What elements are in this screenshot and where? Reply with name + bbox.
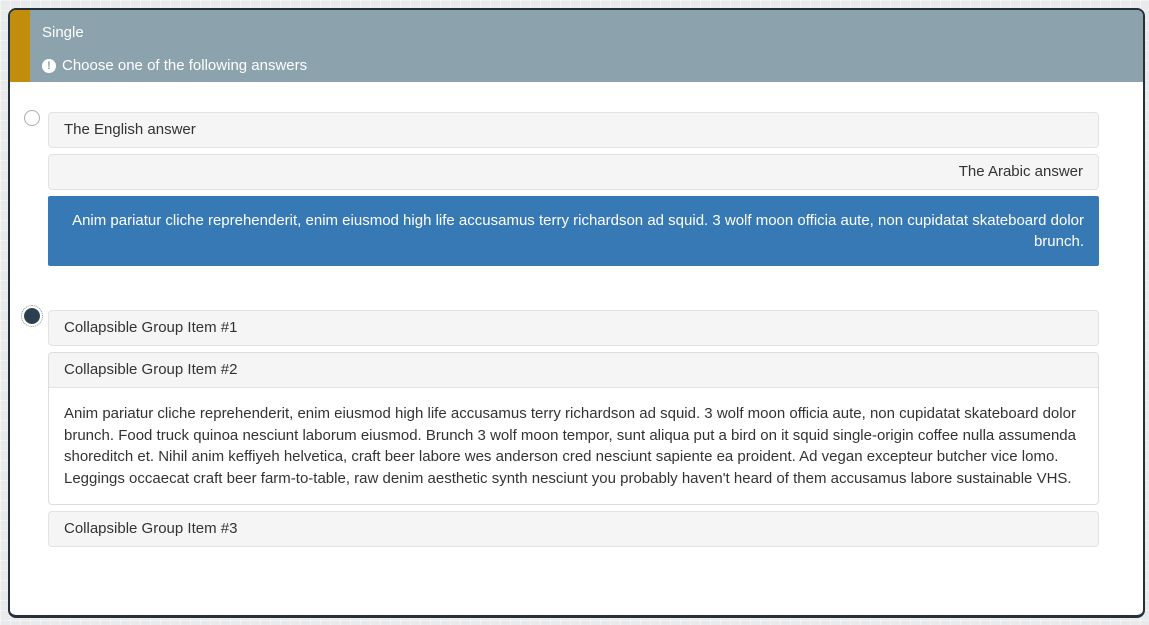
collapsible-group-item-2-heading[interactable]: Collapsible Group Item #2 xyxy=(49,353,1098,388)
question-title: Single xyxy=(42,24,84,41)
answer-radio-1[interactable] xyxy=(24,110,40,126)
collapsible-group-item-2 xyxy=(48,352,1099,505)
question-header-content xyxy=(30,10,319,82)
question-container xyxy=(8,8,1145,618)
question-accent-bar xyxy=(10,10,30,82)
panel-english-answer[interactable]: The English answer xyxy=(48,112,1099,148)
answer-option-1 xyxy=(22,112,1099,272)
question-header xyxy=(10,10,1143,82)
exclamation-circle-icon: ! xyxy=(42,59,56,73)
collapsible-group-item-1-heading[interactable]: Collapsible Group Item #1 xyxy=(48,310,1099,346)
panel-arabic-answer[interactable]: The Arabic answer xyxy=(48,154,1099,190)
answers-area xyxy=(10,82,1143,553)
answer-option-2 xyxy=(22,310,1099,553)
answer-content-1 xyxy=(48,112,1099,272)
answer-description-well: Anim pariatur cliche reprehenderit, enim eiusmod high life accusamus terry richardson ad squid. 3 wolf moon officia aute, non cupidatat skateboard dolor brunch. xyxy=(48,196,1099,266)
collapsible-group-item-2-body: Anim pariatur cliche reprehenderit, enim eiusmod high life accusamus terry richardson ad squid. 3 wolf moon officia aute, non cupidatat skateboard dolor brunch. Food truck quinoa nesciunt laborum eiusmod. Brunch 3 wolf moon tempor, sunt aliqua put a bird on it squid single-origin coffee nulla assumenda shoreditch et. Nihil anim keffiyeh helvetica, craft beer labore wes anderson cred nesciunt sapiente ea proident. Ad vegan excepteur butcher vice lomo. Leggings occaecat craft beer farm-to-table, raw denim aesthetic synth nesciunt you probably haven't heard of them accusamus labore sustainable VHS. xyxy=(64,405,1076,487)
collapsible-group-item-3-heading[interactable]: Collapsible Group Item #3 xyxy=(48,511,1099,547)
question-help-text: Choose one of the following answers xyxy=(62,57,308,74)
answer-content-2 xyxy=(48,310,1099,553)
question-help xyxy=(42,58,307,74)
answer-radio-2[interactable] xyxy=(24,308,40,324)
